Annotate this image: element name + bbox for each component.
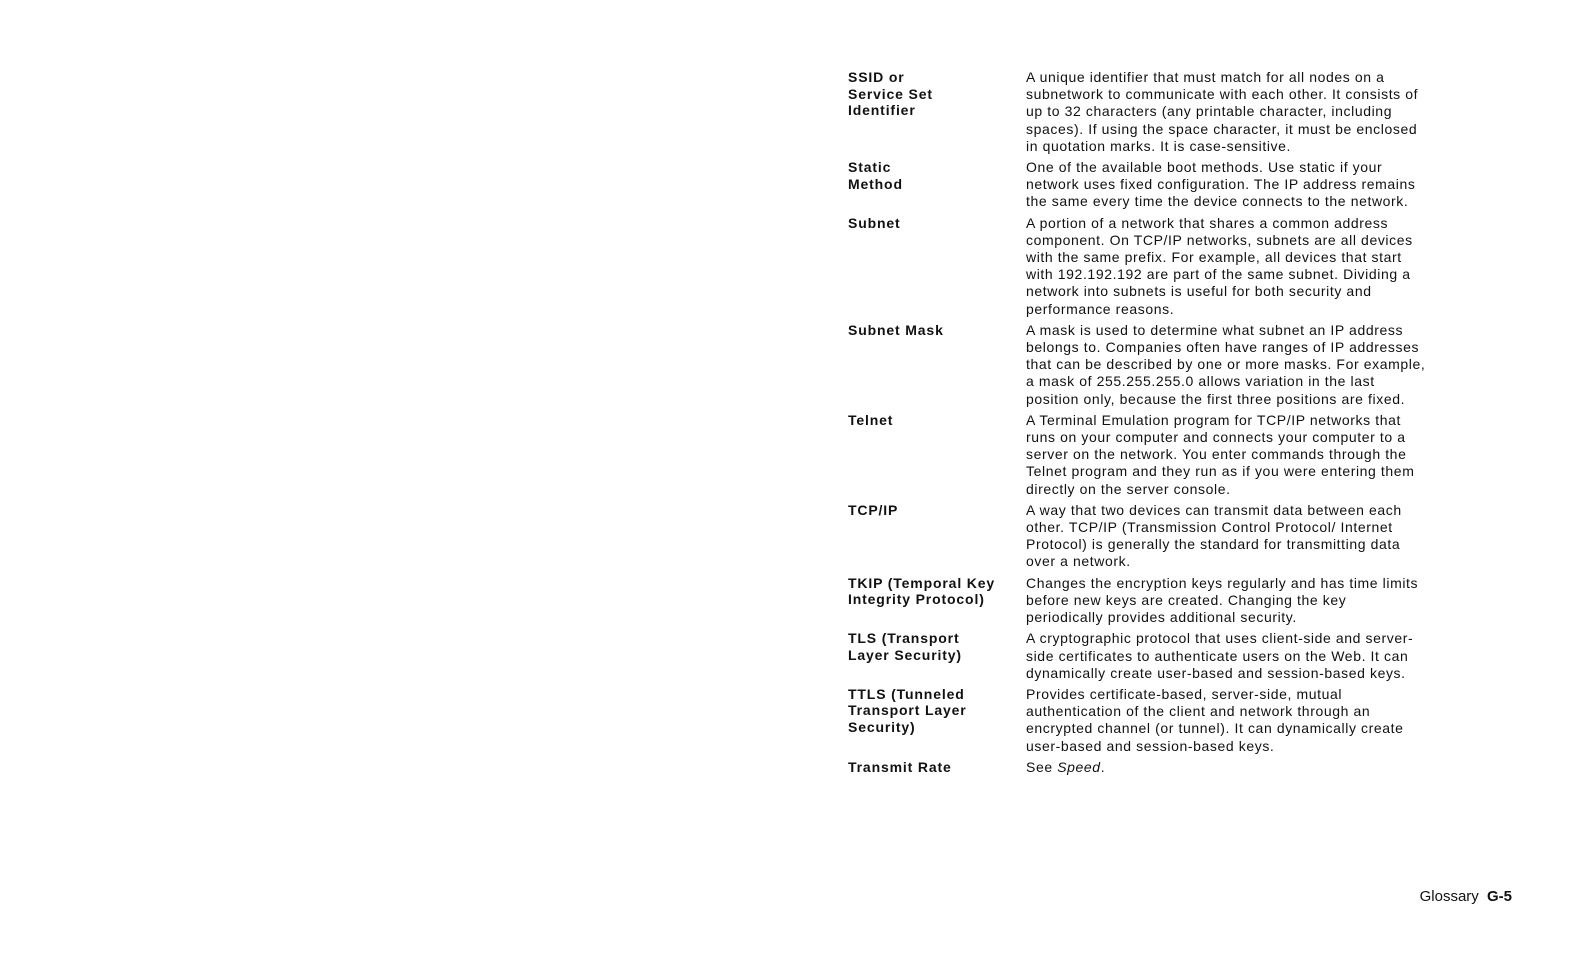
glossary-entry-ssid	[848, 69, 1488, 155]
glossary-list	[848, 69, 1488, 780]
footer-section-title: Glossary	[1419, 888, 1479, 905]
glossary-definition: A Terminal Emulation program for TCP/IP networks that runs on your computer and connects your computer to a server on the network. You enter commands through the Telnet program and they run as if you were entering them directly on the server console.	[1026, 411, 1415, 497]
glossary-entry-tkip	[848, 575, 1488, 627]
glossary-definition: A portion of a network that shares a common address component. On TCP/IP networks, subnets are all devices with the same prefix. For example, all devices that start with 192.192.192 are part of the same subnet. Dividing a network into subnets is useful for both security and performance reasons.	[1026, 214, 1413, 317]
glossary-definition: A mask is used to determine what subnet an IP address belongs to. Companies often have ranges of IP addresses that can be described by one or more masks. For example, a mask of 255.255.255.0 allows variation in the last position only, because the first three positions are fixed.	[1026, 321, 1426, 407]
glossary-definition: Provides certificate-based, server-side, mutual authentication of the client and network through an encrypted channel (or tunnel). It can dynamically create user-based and session-based keys.	[1026, 685, 1404, 754]
glossary-definition: A cryptographic protocol that uses client-side and server- side certificates to authenticate users on the Web. It can dynamically create user-based and session-based keys.	[1026, 630, 1414, 681]
glossary-entry-transmit-rate	[848, 759, 1488, 776]
cross-reference-speed: Speed	[1057, 758, 1101, 775]
glossary-definition: One of the available boot methods. Use static if your network uses fixed configuration. The IP address remains the same every time the device connects to the network.	[1026, 159, 1416, 210]
glossary-entry-tcpip	[848, 502, 1488, 571]
glossary-term: Telnet	[848, 411, 894, 428]
glossary-term: TLS (Transport Layer Security)	[848, 630, 962, 663]
glossary-definition: Changes the encryption keys regularly and has time limits before new keys are created. Changing the key periodically provides additional security.	[1026, 574, 1419, 626]
glossary-term: Subnet Mask	[848, 321, 944, 338]
glossary-definition	[1026, 759, 1476, 776]
glossary-entry-tls	[848, 630, 1488, 682]
glossary-term: SSID or Service Set Identifier	[848, 69, 933, 118]
glossary-definition: A way that two devices can transmit data between each other. TCP/IP (Transmission Control Protocol/ Internet Protocol) is generally the standard for transmitting data over a network.	[1026, 501, 1402, 570]
glossary-entry-telnet	[848, 412, 1488, 498]
glossary-entry-ttls	[848, 686, 1488, 755]
page-number: G-5	[1486, 888, 1512, 905]
glossary-term: TKIP (Temporal Key Integrity Protocol)	[848, 574, 996, 608]
glossary-entry-subnet-mask	[848, 322, 1488, 408]
glossary-entry-subnet	[848, 215, 1488, 318]
glossary-term: Transmit Rate	[848, 758, 952, 775]
glossary-term: TCP/IP	[848, 501, 899, 518]
glossary-term: Subnet	[848, 214, 901, 231]
glossary-definition: A unique identifier that must match for all nodes on a subnetwork to communicate with each other. It consists of up to 32 characters (any printable character, including spaces). If using the space character, it must be enclosed in quotation marks. It is case-sensitive.	[1026, 69, 1419, 154]
see-suffix: .	[1100, 758, 1106, 775]
see-prefix: See	[1026, 758, 1058, 775]
glossary-term: TTLS (Tunneled Transport Layer Security)	[848, 685, 967, 735]
glossary-term: Static Method	[848, 159, 903, 192]
glossary-entry-static-method	[848, 159, 1488, 211]
page-footer	[1420, 888, 1512, 905]
